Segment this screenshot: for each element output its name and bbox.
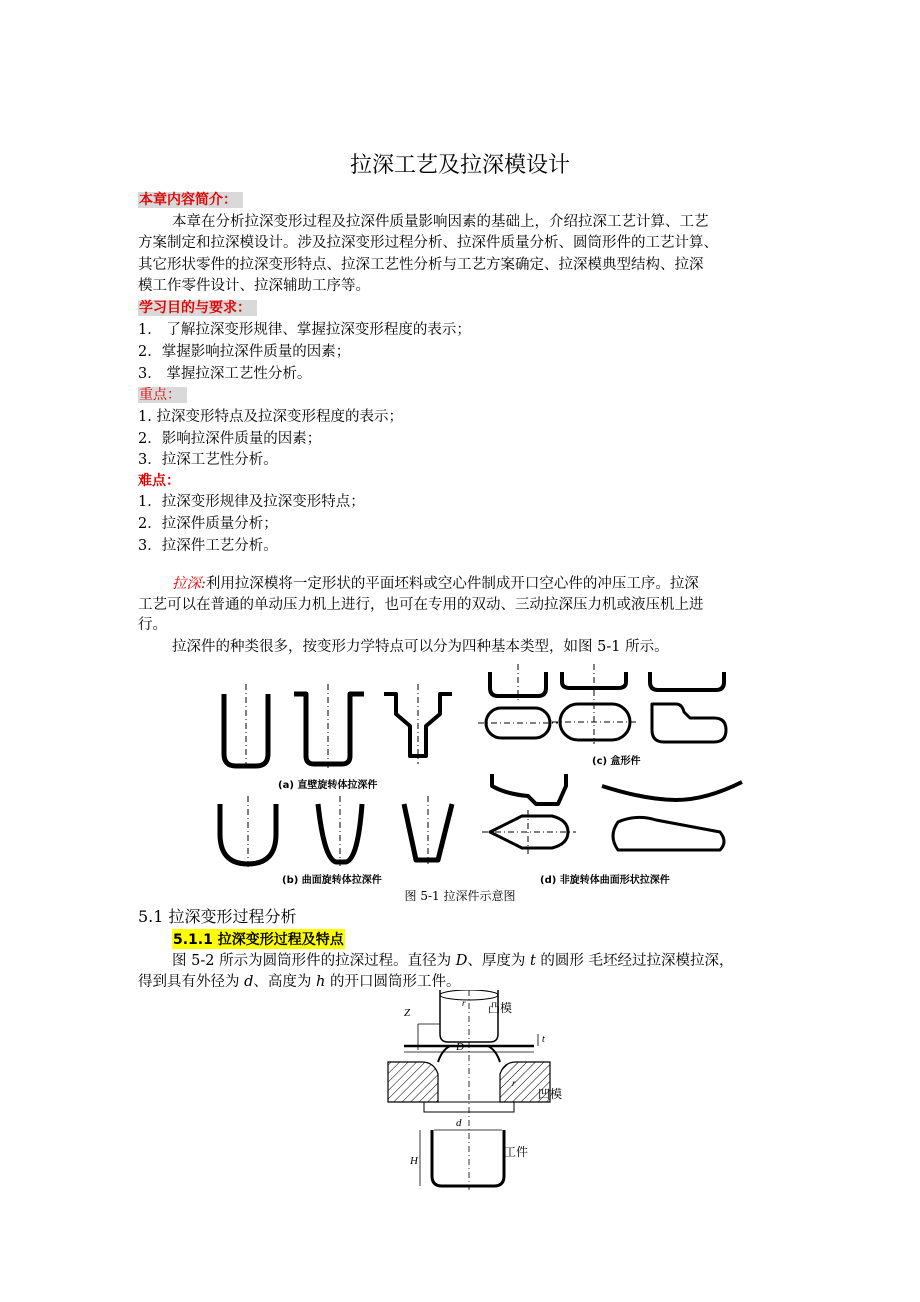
list-item: 3． 掌握拉深工艺性分析。 [138,366,312,382]
list-item: 3．拉深工艺性分析。 [138,452,278,468]
page-title: 拉深工艺及拉深模设计 [349,153,570,178]
dim-D: D [456,1041,464,1053]
list-item: 1． 了解拉深变形规律、掌握拉深变形程度的表示； [138,322,471,338]
straight-cup-shape [224,694,268,766]
figure-label-b: (b) 曲面旋转体拉深件 [282,875,382,886]
definition-text: 利用拉深模将一定形状的平面坯料或空心件制成开口空心件的冲压工序。拉深 [205,576,699,592]
definition-term: 拉深: [172,576,206,592]
list-item: 1．拉深变形规律及拉深变形特点； [138,494,365,510]
text-run: 、高度为 [253,974,317,990]
punch-label: 凸模 [488,1001,513,1015]
var-d: d [244,974,254,990]
definition-line: 行。 [138,617,167,633]
var-t: t [529,953,536,969]
list-item: 2．拉深件质量分析； [138,516,278,532]
difficulties-heading: 难点： [138,473,180,489]
subsection-heading: 5.1.1 拉深变形过程及特点 [172,929,345,949]
workpiece-shape [432,1130,504,1186]
saddle-shape [602,782,742,800]
text-run: 、厚度为 [467,953,530,969]
box-side-view [650,672,724,690]
list-item: 2．掌握影响拉深件质量的因素； [138,344,351,360]
workpiece-label: 工件 [504,1145,529,1159]
dim-H: H [410,1155,418,1167]
figure-label-a: (a) 直壁旋转体拉深件 [278,780,378,791]
text-run: 的圆形 毛坯经过拉深模拉深， [535,953,734,969]
definition-line [172,574,699,595]
list-item: 1. 拉深变形特点及拉深变形程度的表示； [138,409,403,425]
difficulties-heading-line [138,471,180,492]
types-line: 拉深件的种类很多，按变形力学特点可以分为四种基本类型，如图 5-1 所示。 [172,639,669,655]
figure-5-1 [206,664,746,886]
irregular-side-view [492,774,566,804]
section-heading: 5.1 拉深变形过程分析 [138,907,297,926]
list-item: 3．拉深件工艺分析。 [138,538,278,554]
intro-line: 模工作零件设计、拉深辅助工序等。 [138,278,370,294]
flanged-cup-shape [294,694,364,764]
dim-Z: Z [404,1007,411,1019]
list-item: 2．影响拉深件质量的因素； [138,431,322,447]
definition-line: 工艺可以在普通的单动压力机上进行，也可在专用的双动、三动拉深压力机或液压机上进 [138,597,704,613]
text-run: 的开口圆筒形工件。 [325,974,461,990]
var-D: D [455,953,468,969]
intro-heading-line [138,190,243,211]
goals-heading: 学习目的与要求： [138,300,257,316]
die-left [388,1062,438,1102]
dim-r-punch: r [462,998,466,1008]
text-run: 图 5-2 所示为圆筒形件的拉深过程。直径为 [172,953,456,969]
saddle-bottom [613,817,724,850]
goals-heading-line [138,298,257,319]
figure-caption: 图 5-1 拉深件示意图 [404,889,516,903]
dim-d: d [456,1117,462,1129]
text-run: 得到具有外径为 [138,974,245,990]
intro-line: 方案制定和拉深模设计。涉及拉深变形过程分析、拉深件质量分析、圆筒形件的工艺计算、 [138,235,718,251]
figure-label-d: (d) 非旋转体曲面形状拉深件 [540,875,670,886]
intro-line: 本章在分析拉深变形过程及拉深件质量影响因素的基础上，介绍拉深工艺计算、工艺 [172,214,709,230]
keypoints-heading-line [138,385,187,406]
paragraph-line [172,951,733,972]
dim-t: t [542,1034,545,1045]
var-h: h [316,974,326,990]
keypoints-heading: 重点： [138,387,187,403]
figure-5-2 [378,990,578,1190]
die-label: 凹模 [538,1087,563,1101]
intro-line: 其它形状零件的拉深变形特点、拉深工艺性分析与工艺方案确定、拉深模典型结构、拉深 [138,257,704,273]
dim-r-die: r [512,1078,516,1088]
box-top-view [652,704,726,742]
figure-label-c: (c) 盒形件 [592,756,641,767]
intro-heading: 本章内容简介： [138,192,243,208]
